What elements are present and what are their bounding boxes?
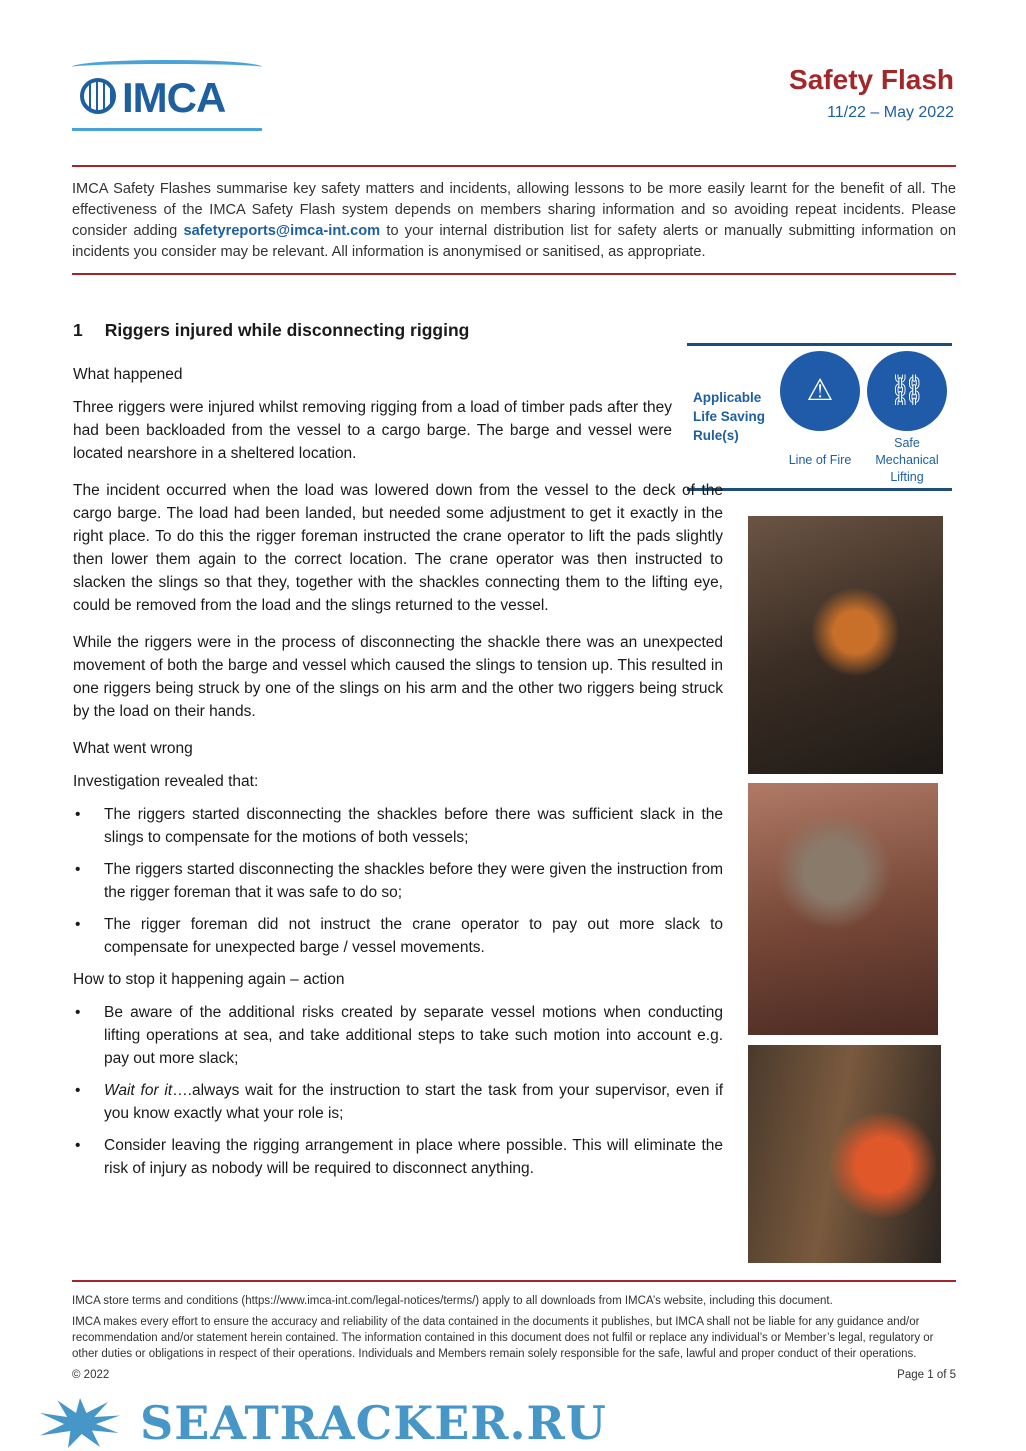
list-item: • Consider leaving the rigging arrangement in place where possible. This will eliminate the risk of injury as nobody will be required to disconnect anything. xyxy=(73,1134,723,1180)
what-went-wrong-heading: What went wrong xyxy=(73,740,193,757)
issue-number: 11/22 – May 2022 xyxy=(827,104,954,121)
intro-text: IMCA Safety Flashes summarise key safety matters and incidents, allowing lessons to be more easily learnt for the benefit of all. The effectiveness of the IMCA Safety Flash system depends on members sharing information and so avoiding repeat incidents. Please consider adding safetyreports@imca-int.com to your internal distribution list for safety alerts or manually submitting information on incidents you consider may be relevant. All information is anonymised or sanitised, as appropriate. xyxy=(72,181,956,260)
email-link[interactable]: safetyreports@imca-int.com xyxy=(183,223,381,239)
globe-icon xyxy=(80,78,116,114)
footer xyxy=(72,1293,956,1383)
paragraph: While the riggers were in the process of disconnecting the shackle there was an unexpected movement of both the barge and vessel which caused the slings to tension up. This resulted in one riggers being struck by one of the slings on his arm and the other two riggers being struck by the load on their hands. xyxy=(73,634,723,720)
watermark: SEATRACKER.RU xyxy=(140,1396,607,1450)
findings-list xyxy=(73,803,723,959)
copyright: © 2022 xyxy=(72,1369,110,1381)
paragraph: The incident occurred when the load was lowered down from the vessel to the deck of the cargo barge. The load had been landed, but needed some adjustment to get it exactly in the right place. To do this the rigger foreman instructed the crane operator to lift the pads slightly then lower them again to the correct location. The crane operator was then instructed to slacken the slings so that they, together with the shackles connecting them to the lifting eye, could be removed from the load and the slings returned to the vessel. xyxy=(73,482,723,614)
shackle-photo xyxy=(748,783,938,1035)
line-of-fire-icon: ⚠ xyxy=(780,351,860,431)
watermark-sun-icon xyxy=(40,1398,120,1448)
section-heading: 1 Riggers injured while disconnecting rigging xyxy=(73,320,470,340)
terms-text: IMCA store terms and conditions (https://www.imca-int.com/legal-notices/terms/) apply to all downloads from IMCA’s website, including this document. xyxy=(72,1295,833,1307)
divider xyxy=(72,1280,956,1282)
main-content: What happened Three riggers were injured whilst removing rigging from a load of timber pads after they had been backloaded from the vessel to a cargo barge. The barge and vessel were located nearshore in a sheltered location. The incident occurred when the load was lowered down from the vessel to the deck of the cargo barge. The load had been landed, but needed some adjustment to get it exactly in the right place. To do this the rigger foreman instructed the crane operator to lift the pads slightly then lower them again to the correct location. The crane operator was then instructed to slacken the slings so that they, together with the shackles connecting them to the lifting eye, could be removed from the load and the slings returned to the vessel. While the riggers were in the process of disconnecting the shackle there was an unexpected movement of both the barge and vessel which caused the slings to tension up. This resulted in one riggers being struck by one of the slings on his arm and the other two riggers being struck by the load on their hands. What went wrong Investigation revealed that: • The riggers started disconnecting the shackles before there was sufficient slack in the slings to compensate for the motions of both vessels; • The riggers started disconnecting the shackles before they were given the instruction from the rigger foreman that it was safe to do so; • The rigger foreman did not instruct the crane operator to pay out more slack to compensate for unexpected barge / vessel movements. How to stop it happening again – action • Be aware of the additional risks created by separate vessel motions when conducting lifting operations at sea, and take additional steps to take such motion into account e.g. pay out more slack; • Wait for it….always wait for the instruction to start the task from your supervisor, even if you know exactly what your role is; • Consider leaving the rigging arrangement in place where possible. This will eliminate the risk of injury as nobody will be required to disconnect anything. xyxy=(73,363,723,1189)
paragraph: Three riggers were injured whilst removing rigging from a load of timber pads after they had been backloaded from the vessel to a cargo barge. The barge and vessel were located nearshore in a sheltered location. xyxy=(73,399,672,462)
actions-list xyxy=(73,1001,723,1180)
list-item: • The rigger foreman did not instruct the crane operator to pay out more slack to compensate for unexpected barge / vessel movements. xyxy=(73,913,723,959)
incident-photo-riggers xyxy=(748,516,943,774)
sling-photo xyxy=(748,1045,941,1263)
divider xyxy=(72,273,956,275)
what-happened-heading: What happened xyxy=(73,366,183,383)
disclaimer-text: IMCA makes every effort to ensure the accuracy and reliability of the data contained in the documents it publishes, but IMCA shall not be liable for any guidance and/or recommendation and/or statement herein contained. The information contained in this document does not fulfil or replace any individual’s or Member’s legal, regulatory or other duties or obligations in respect of their operations. Individuals and Members remain solely responsible for the safe, lawful and proper conduct of their operations. xyxy=(72,1316,934,1360)
list-item: • The riggers started disconnecting the shackles before they were given the instruction from the rigger foreman that it was safe to do so; xyxy=(73,858,723,904)
safe-mechanical-lifting-icon: ⛓ xyxy=(867,351,947,431)
page-number: Page 1 of 5 xyxy=(897,1369,956,1381)
list-item: • Wait for it….always wait for the instruction to start the task from your supervisor, even if you know exactly what your role is; xyxy=(73,1079,723,1125)
imca-logo: IMCA xyxy=(72,60,262,132)
life-saving-rules-box: Applicable Life Saving Rule(s) ⚠ ⛓ Line of Fire Safe Mechanical Lifting xyxy=(687,343,952,491)
list-item: • Be aware of the additional risks created by separate vessel motions when conducting lifting operations at sea, and take additional steps to take such motion into account e.g. pay out more slack; xyxy=(73,1001,723,1070)
actions-heading: How to stop it happening again – action xyxy=(73,971,345,988)
divider xyxy=(72,165,956,167)
list-item: • The riggers started disconnecting the shackles before there was sufficient slack in the slings to compensate for the motions of both vessels; xyxy=(73,803,723,849)
doc-title: Safety Flash xyxy=(789,64,954,95)
